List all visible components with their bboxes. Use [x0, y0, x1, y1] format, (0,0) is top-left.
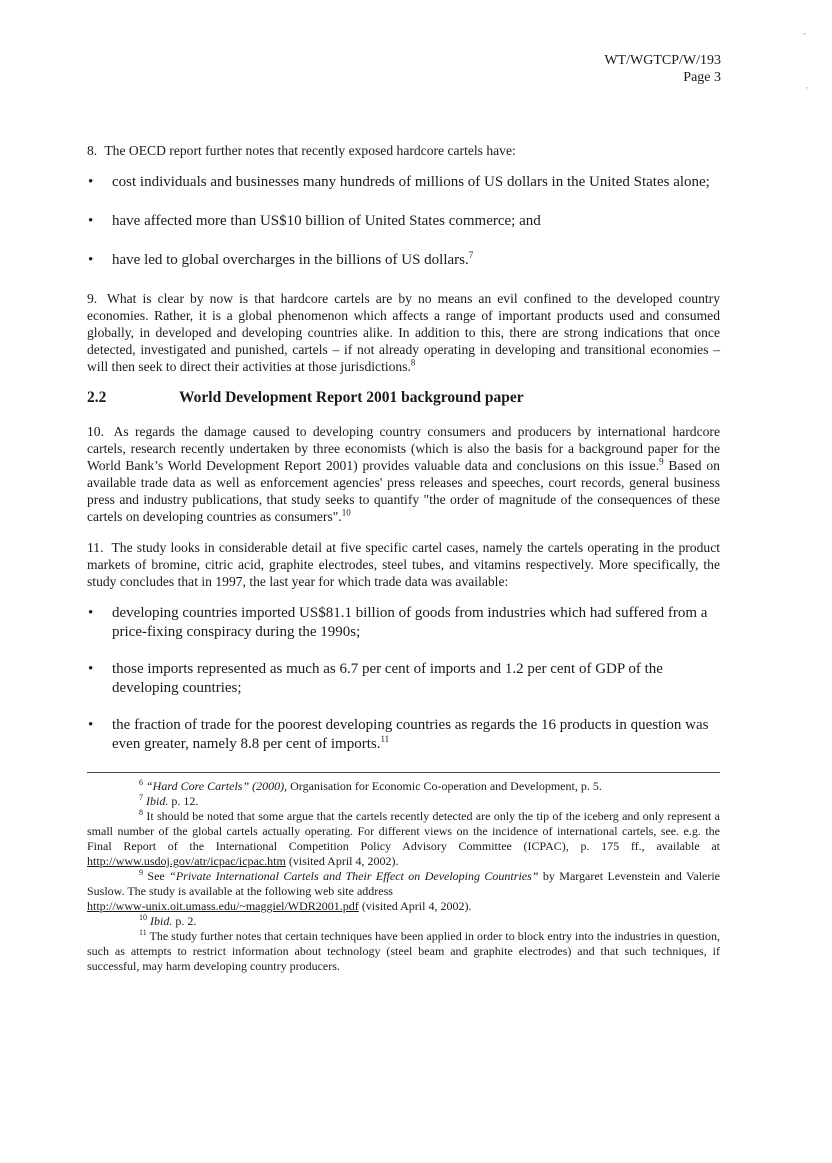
- list-item-text: cost individuals and businesses many hundreds of millions of US dollars in the United States alone;: [112, 174, 710, 190]
- footnote-ref-11[interactable]: 11: [380, 734, 390, 744]
- paragraph-text-continued: Based on available trade data as well as enforcement agencies' press releases and speeches, court records, general business press and industry publications, that study seeks to quantify "the order of magnitude of the consequences of these cartels on developing countries as consumers".: [87, 458, 720, 524]
- footnote-text: by Margaret Levenstein and Valerie Suslow. The study is available at the following web site address: [87, 869, 721, 898]
- footnote-text: p. 2.: [172, 914, 197, 928]
- page-body: [87, 142, 720, 974]
- footnote-number: 6: [139, 778, 143, 787]
- bullet-icon: •: [88, 213, 94, 229]
- page-header: [604, 52, 721, 86]
- list-item-text: have affected more than US$10 billion of United States commerce; and: [112, 213, 541, 229]
- footnote-link-line: [87, 899, 720, 914]
- footnote-ibid: Ibid.: [146, 794, 169, 808]
- paragraph-number: 8.: [87, 143, 98, 158]
- footnote-text: It should be noted that some argue that the cartels recently detected are only the tip of the iceberg and only represent a small number of the global cartels actually operating. For different views on the incidence of international cartels, see. e.g. the Final Report of the International Competition Policy Advisory Committee (ICPAC), p. 175 ff., available at: [87, 809, 721, 853]
- paragraph-text: As regards the damage caused to developing country consumers and producers by international hardcore cartels, research recently undertaken by three economists (which is also the basis for a background paper for the World Bank’s World Development Report 2001) provides valuable data and conclusions on this issue.: [87, 424, 720, 473]
- list-item-text: the fraction of trade for the poorest developing countries as regards the 16 products in question was even greater, namely 8.8 per cent of imports.: [112, 717, 709, 752]
- page-number: Page 3: [683, 70, 721, 85]
- footnotes: [87, 779, 720, 974]
- footnote-number: 7: [139, 793, 143, 802]
- paragraph-8: [87, 142, 720, 159]
- list-item-text: developing countries imported US$81.1 billion of goods from industries which had suffered from a price-fixing conspiracy during the 1990s;: [112, 605, 708, 640]
- footnote-number: 9: [139, 868, 143, 877]
- paragraph-9: [87, 290, 720, 375]
- bullet-icon: •: [88, 661, 94, 677]
- footnote-ref-9[interactable]: 9: [659, 456, 664, 467]
- footnote-text-after: (visited April 4, 2002).: [285, 854, 399, 868]
- footnote-divider: [87, 772, 720, 773]
- bullet-icon: •: [88, 252, 94, 268]
- footnote-9: [87, 869, 720, 914]
- footnote-ref-7[interactable]: 7: [468, 250, 474, 260]
- paragraph-text: What is clear by now is that hardcore cartels are by no means an evil confined to the developed country economies. Rather, it is a global phenomenon which affects a range of important products used and consumed globally, in developed and developing countries alike. In addition to this, there are strong indications that once detected, investigated and punished, cartels – if not already operating in developing and transitional economies – will then seek to direct their activities at those jurisdictions.: [87, 291, 720, 374]
- paragraph-number: 11.: [87, 540, 104, 555]
- paragraph-number: 9.: [87, 291, 98, 306]
- section-heading: [87, 389, 720, 407]
- footnote-link-icpac[interactable]: http://www.usdoj.gov/atr/icpac/icpac.htm: [87, 854, 286, 868]
- scan-artifact-dash: -: [803, 28, 806, 38]
- footnote-ref-8[interactable]: 8: [410, 357, 416, 368]
- footnote-ref-10[interactable]: 10: [341, 507, 351, 518]
- footnote-number: 10: [139, 913, 147, 922]
- document-symbol: WT/WGTCP/W/193: [604, 53, 721, 68]
- footnote-title: “Hard Core Cartels” (2000),: [146, 779, 288, 793]
- list-item: [87, 212, 720, 231]
- paragraph-11: [87, 539, 720, 590]
- list-item: [87, 604, 720, 642]
- footnote-text: p. 12.: [168, 794, 199, 808]
- footnote-see: See: [147, 869, 170, 883]
- footnote-10: [87, 914, 720, 929]
- section-title: World Development Report 2001 background paper: [179, 389, 524, 406]
- bullet-list-cartel-effects: [87, 173, 720, 270]
- list-item: [87, 251, 720, 270]
- footnote-text: Organisation for Economic Co-operation and Development, p. 5.: [287, 779, 602, 793]
- bullet-list-study-findings: [87, 604, 720, 754]
- paragraph-10: [87, 423, 720, 525]
- paragraph-text: The OECD report further notes that recently exposed hardcore cartels have:: [104, 143, 516, 158]
- section-number: 2.2: [87, 389, 107, 406]
- footnote-link-wdr2001[interactable]: http://www-unix.oit.umass.edu/~maggiel/WDR2001.pdf: [87, 899, 359, 913]
- list-item-text: those imports represented as much as 6.7 per cent of imports and 1.2 per cent of GDP of the developing countries;: [112, 661, 663, 696]
- footnote-8: [87, 809, 720, 869]
- scan-artifact-comma: ,: [805, 80, 808, 90]
- paragraph-number: 10.: [87, 424, 104, 439]
- footnote-7: [87, 794, 720, 809]
- bullet-icon: •: [88, 174, 94, 190]
- bullet-icon: •: [88, 717, 94, 733]
- list-item-text: have led to global overcharges in the billions of US dollars.: [112, 252, 469, 268]
- footnote-number: 11: [139, 928, 147, 937]
- footnote-number: 8: [139, 808, 143, 817]
- footnote-11: [87, 929, 720, 974]
- footnote-6: [87, 779, 720, 794]
- footnote-title: “Private International Cartels and Their Effect on Developing Countries”: [169, 869, 539, 883]
- list-item: [87, 660, 720, 698]
- bullet-icon: •: [88, 605, 94, 621]
- list-item: [87, 716, 720, 754]
- footnote-ibid: Ibid.: [150, 914, 173, 928]
- footnote-text: The study further notes that certain techniques have been applied in order to block entry into the industries in question, such as attempts to restrict information about technology (steel beam and graphite electrodes) and that such techniques, if successful, may harm developing country producers.: [87, 929, 721, 973]
- footnote-text-after: (visited April 4, 2002).: [358, 899, 472, 913]
- paragraph-text: The study looks in considerable detail at five specific cartel cases, namely the cartels operating in the product markets of bromine, citric acid, graphite electrodes, steel tubes, and vitamins respectively. More specifically, the study concludes that in 1997, the last year for which trade data was available:: [87, 540, 721, 589]
- list-item: [87, 173, 720, 192]
